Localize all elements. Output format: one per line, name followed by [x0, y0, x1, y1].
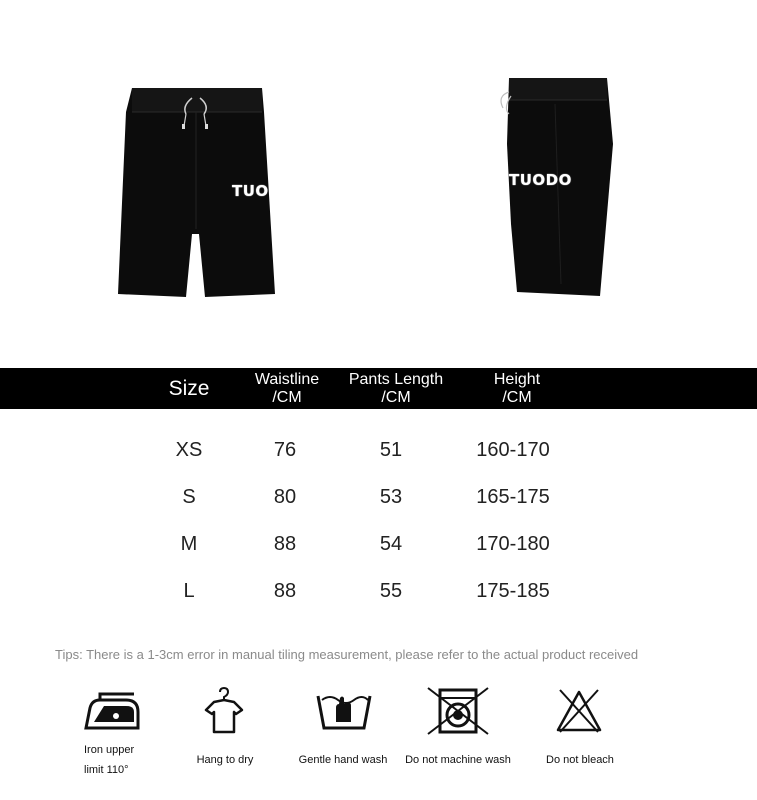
care-no-bleach: Do not bleach [542, 686, 618, 770]
cell-waistline: 88 [273, 533, 297, 555]
table-row [0, 430, 757, 470]
header-size: Size [168, 377, 210, 400]
cell-pants-length: 53 [379, 486, 403, 508]
brand-logo-front: TUODO [232, 182, 295, 200]
cell-pants-length: 54 [379, 533, 403, 555]
table-row [0, 477, 757, 517]
header-pants-length: Pants Length /CM [348, 371, 444, 406]
care-no-machine-wash: Do not machine wash [400, 686, 516, 770]
header-height: Height /CM [493, 371, 541, 406]
cell-pants-length: 51 [379, 439, 403, 461]
cell-waistline: 76 [273, 439, 297, 461]
product-photos [0, 0, 757, 360]
table-row [0, 524, 757, 564]
cell-pants-length: 55 [379, 580, 403, 602]
size-table-header [0, 368, 757, 409]
no-bleach-icon [554, 686, 618, 736]
cell-height: 165-175 [476, 486, 550, 508]
cell-height: 160-170 [476, 439, 550, 461]
header-waistline: Waistline /CM [254, 371, 320, 406]
cell-waistline: 80 [273, 486, 297, 508]
hand-wash-icon [314, 686, 390, 736]
iron-icon [78, 686, 148, 736]
cell-height: 170-180 [476, 533, 550, 555]
measurement-tip: Tips: There is a 1-3cm error in manual tiling measurement, please refer to the actual product received [55, 647, 639, 662]
hang-dry-icon [198, 686, 260, 736]
shorts-front-image [112, 84, 295, 304]
cell-size: L [183, 580, 195, 602]
cell-size: M [180, 533, 198, 555]
cell-size: S [182, 486, 196, 508]
care-hand-wash: Gentle hand wash [296, 686, 390, 770]
cell-size: XS [175, 439, 203, 461]
cell-height: 175-185 [476, 580, 550, 602]
no-machine-wash-icon [426, 686, 516, 736]
table-row [0, 571, 757, 611]
care-hang-dry: Hang to dry [190, 686, 260, 770]
brand-logo-side: TUODO [509, 171, 572, 189]
care-iron: Iron upper limit 110° [78, 686, 148, 780]
cell-waistline: 88 [273, 580, 297, 602]
shorts-side-image [495, 74, 620, 302]
